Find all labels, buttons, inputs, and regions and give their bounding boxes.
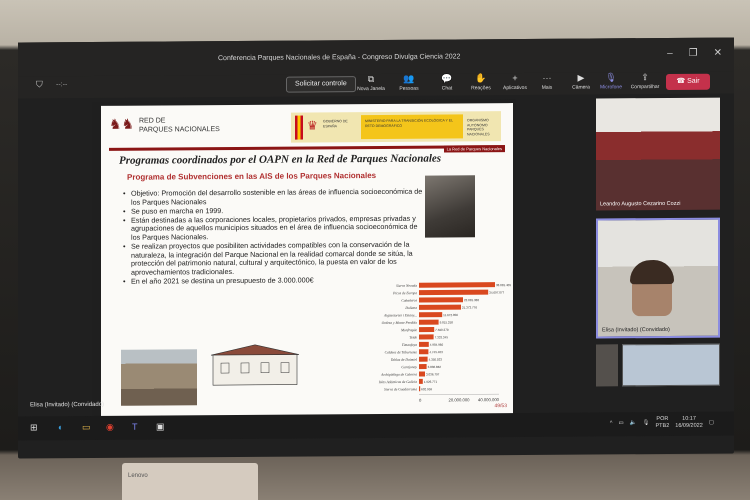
category-label: Ordesa y Monte Perdido — [381, 320, 417, 325]
slide-number: 49/53 — [494, 403, 507, 410]
share-label: Compartilhar — [630, 84, 660, 91]
bar — [419, 371, 425, 376]
monitor-brand: Lenovo — [128, 473, 148, 479]
category-label: Aigüestortes i Estany... — [383, 313, 417, 318]
camera-button[interactable] — [564, 72, 598, 90]
bar-value-label: 7.333.345 — [434, 335, 448, 340]
category-label: Teide — [409, 335, 417, 340]
request-control-button[interactable]: Solicitar controle — [286, 76, 356, 92]
plus-icon: + — [512, 73, 518, 84]
bar-value-label: 38.081.405 — [496, 283, 512, 288]
share-icon: ⇪ — [641, 72, 649, 83]
category-label: Garajonay — [401, 365, 417, 370]
category-label: Cabañeros — [401, 298, 417, 303]
government-logo-band — [291, 111, 501, 142]
red-parques-logo — [109, 115, 229, 140]
bar-value-label: 11.672.856 — [443, 313, 458, 318]
bar-value-label: 9.815.258 — [439, 320, 453, 325]
category-label: Tablas de Daimiel — [390, 357, 417, 362]
bar-value-label: 34.697.077 — [489, 290, 505, 295]
lang-layout: PTB2 — [655, 422, 670, 430]
close-icon[interactable]: ✕ — [713, 47, 722, 59]
bullet-item: • Están destinadas a las corporaciones locales, propietarios privados, empresas privadas y agrupaciones de aquellos municipios situados en el área de influencia socioeconómica de los Parques Nacionales. — [123, 214, 423, 242]
teams-window — [18, 38, 734, 459]
ministry-box — [361, 114, 463, 139]
category-label: Caldera de Taburiente — [384, 350, 417, 355]
reactions-label: Reações — [471, 85, 491, 92]
category-label: Islas Atlánticas de Galicia — [378, 379, 417, 385]
bar-value-label: 3.036.797 — [426, 372, 440, 377]
bullet-item: • Se realizan proyectos que posibiliten actividades compatibles con la conservación de la naturaleza, la integración del Parque Nacional en la realidad comarcal donde se sitúa, la protección del patrimonio natural, cultural y arquitectónico, la puesta en valor de los aprovechamientos tradicionales. — [123, 241, 423, 277]
mic-tray-icon[interactable]: 🎙 — [642, 420, 650, 427]
bar — [419, 320, 439, 325]
title-bar — [18, 38, 734, 77]
slide-subtitle: Programa de Subvenciones en las AIS de los Parques Nacionales — [127, 170, 377, 182]
x-tick-label: 0 — [419, 397, 422, 403]
participant-thumbnail-slide[interactable] — [622, 344, 720, 387]
participant-video-speaker[interactable] — [596, 218, 720, 339]
clock-date: 16/09/2022 — [675, 422, 703, 429]
new-window-label: Nova Janela — [357, 85, 385, 93]
meeting-toolbar — [18, 72, 734, 99]
chat-button[interactable] — [430, 73, 464, 91]
presentation-slide — [101, 103, 513, 418]
bar — [419, 297, 463, 302]
bar — [419, 357, 428, 362]
spain-flag-icon — [295, 116, 303, 140]
building-drawing — [205, 340, 305, 393]
bar-value-label: 3.838.862 — [427, 364, 441, 370]
bar — [419, 379, 423, 384]
more-label: Mais — [541, 84, 553, 91]
new-window-icon: ⧉ — [367, 74, 375, 85]
logo-line2: PARQUES NACIONALES — [139, 126, 220, 134]
apps-label: Aplicativos — [503, 84, 527, 92]
clock-time: 10:17 — [682, 415, 696, 422]
category-label: Doñana — [405, 305, 417, 310]
category-label: Sierra Nevada — [396, 283, 417, 288]
deer-logo-icon: ♞♞ — [109, 115, 135, 132]
chrome-icon[interactable]: ◉ — [106, 421, 114, 432]
participant-name: Elisa (Invitado) (Convidado) — [602, 326, 670, 334]
bullet-list — [123, 188, 423, 287]
mic-label: Microfone — [600, 84, 622, 91]
bar-value-label: 21.373.776 — [462, 305, 478, 310]
ministry-name: MINISTERIO PARA LA TRANSICIÓN ECOLÓGICA Y EL RETO DEMOGRÁFICO — [365, 118, 453, 128]
x-tick-label: 20.000.000 — [448, 397, 470, 403]
leave-button[interactable]: ☎ Sair — [666, 74, 710, 90]
reactions-icon: ✋ — [475, 73, 487, 84]
app-icon[interactable]: ▣ — [156, 421, 165, 432]
x-axis — [419, 394, 499, 395]
shield-icon[interactable]: ⛉ — [36, 79, 43, 90]
windows-taskbar — [18, 412, 734, 441]
share-button[interactable] — [628, 72, 662, 90]
participant-video-audience[interactable] — [596, 98, 720, 211]
presenter-label: Elisa (Invitado) (Convidado) — [30, 401, 105, 409]
bar — [419, 364, 427, 369]
bar-value-label: 4.984.960 — [429, 342, 444, 347]
call-timer: --:-- — [56, 81, 68, 89]
bar-value-label: 602.959 — [421, 387, 433, 392]
system-tray — [610, 416, 714, 431]
bar-value-label: 4.745.403 — [429, 350, 443, 355]
people-label: Pessoas — [399, 85, 419, 92]
edge-icon[interactable]: ◐ — [58, 422, 64, 433]
category-label: Picos de Europa — [393, 291, 417, 296]
agency-name: ORGANISMO AUTÓNOMO PARQUES NACIONALES — [467, 118, 490, 136]
category-label: Sierra de Guadarrama — [384, 387, 417, 392]
more-button[interactable] — [530, 73, 564, 91]
maximize-icon[interactable]: ❐ — [688, 47, 698, 59]
camera-label: Câmera — [572, 84, 590, 91]
windows-start-icon[interactable]: ⊞ — [30, 422, 38, 433]
network-icon[interactable]: ▭ — [618, 420, 624, 427]
chart-svg — [357, 279, 512, 412]
notification-icon[interactable]: ▢ — [708, 419, 714, 426]
bullet-item: • En el año 2021 se destina un presupuesto de 3.000.000€ — [123, 276, 423, 287]
more-icon: ··· — [542, 72, 552, 83]
file-explorer-icon[interactable]: ▭ — [82, 421, 91, 433]
leave-label: Sair — [687, 77, 700, 85]
section-tag: La Red de Parques Nacionales — [444, 145, 505, 152]
participant-name: Leandro Augusto Cezarino Cozzi — [600, 200, 681, 208]
bullet-item: • Se puso en marcha en 1999. — [123, 205, 423, 216]
budget-bar-chart — [357, 279, 512, 412]
camera-icon: ▶ — [577, 72, 585, 83]
mic-icon: 🎙 — [605, 72, 617, 83]
language-indicator[interactable] — [656, 416, 670, 430]
people-icon: 👥 — [403, 73, 415, 84]
coat-of-arms-icon: ♛ — [307, 118, 318, 133]
speaker-hair — [630, 260, 674, 284]
bar — [419, 342, 429, 347]
mic-button[interactable] — [594, 72, 628, 90]
clock[interactable] — [675, 416, 703, 430]
bar-value-label: 4.350.033 — [428, 357, 442, 362]
bar — [419, 305, 461, 310]
bar — [419, 312, 442, 317]
bullet-item: • Objetivo: Promoción del desarrollo sostenible en las áreas de influencia socioeconómica de los Parques Nacionales — [123, 188, 423, 207]
bar — [419, 327, 434, 332]
slide-title: Programas coordinados por el OAPN en la Red de Parques Nacionales — [119, 152, 442, 167]
volume-icon[interactable]: 🔈 — [629, 420, 637, 427]
window-title: Conferencia Parques Nacionales de España - Congreso Divulga Ciencia 2022 — [218, 53, 461, 63]
window-controls — [667, 48, 722, 59]
logo-line1: RED DE — [139, 117, 166, 125]
category-label: Timanfaya — [401, 342, 417, 348]
bar — [419, 349, 428, 354]
bar-value-label: 7.590.370 — [435, 327, 449, 332]
category-label: Monfragüe — [401, 328, 417, 333]
participant-thumbnail[interactable] — [596, 344, 618, 386]
bar — [419, 282, 495, 288]
new-window-button[interactable] — [354, 74, 388, 92]
gov-name: GOBIERNO DE ESPAÑA — [323, 119, 348, 128]
chevron-up-icon[interactable]: ^ — [609, 420, 613, 427]
courtyard-photo — [121, 349, 197, 406]
category-label: Archipiélago de Cabrera — [381, 372, 417, 377]
x-tick-label: 40.000.000 — [478, 397, 499, 403]
bar — [419, 386, 420, 391]
worker-photo — [425, 175, 475, 237]
teams-icon[interactable]: T — [132, 421, 138, 432]
bar-value-label: 22.081.388 — [464, 298, 480, 303]
people-button[interactable] — [392, 74, 426, 92]
reactions-button[interactable] — [464, 73, 498, 91]
lang-code: POR — [656, 415, 669, 423]
apps-button[interactable] — [498, 73, 532, 91]
minimize-icon[interactable]: – — [667, 47, 673, 59]
bar-value-label: 1.926.771 — [423, 379, 438, 384]
bar — [419, 290, 488, 295]
chat-icon: 💬 — [441, 73, 453, 84]
monitor-bezel — [122, 463, 258, 500]
shared-content-area — [92, 99, 516, 420]
chat-label: Chat — [441, 85, 453, 92]
bar — [419, 334, 434, 339]
